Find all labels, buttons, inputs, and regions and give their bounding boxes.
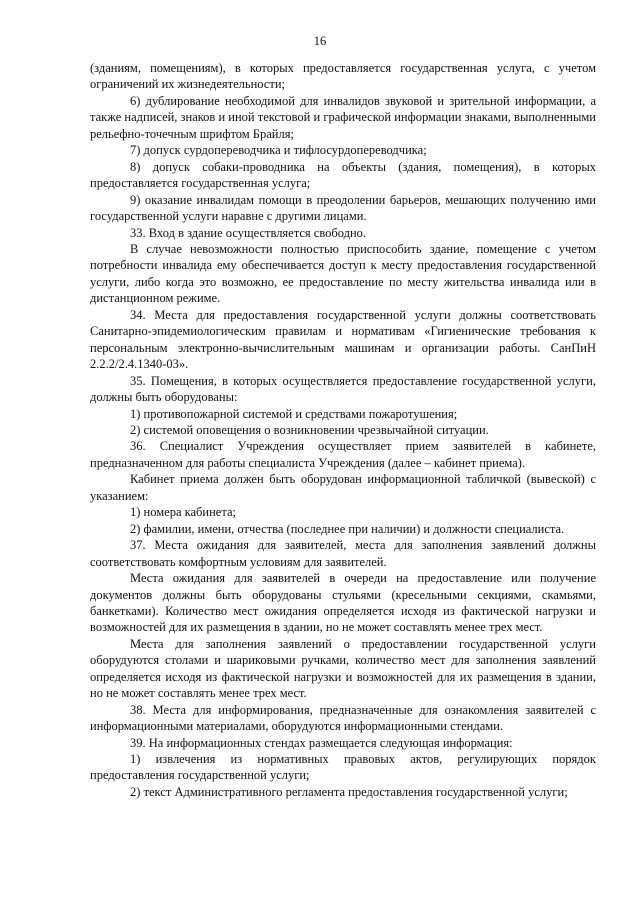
paragraph: 8) допуск собаки-проводника на объекты (здания, помещения), в которых предоставляется государственная услуга; bbox=[90, 159, 596, 191]
paragraph: 1) противопожарной системой и средствами пожаротушения; bbox=[130, 406, 458, 421]
page-number: 16 bbox=[313, 34, 327, 48]
document-body bbox=[90, 60, 596, 800]
paragraph: Места для заполнения заявлений о предоставлении государственной услуги оборудуются столами и шариковыми ручками, количество мест для заполнения заявлений определяется исходя из фактической нагрузки и возможностей для их размещения в здании, но не может составлять менее трех мест. bbox=[90, 636, 596, 701]
paragraph: 33. Вход в здание осуществляется свободно. bbox=[130, 225, 367, 240]
paragraph: 2) системой оповещения о возникновении чрезвычайной ситуации. bbox=[130, 422, 489, 437]
paragraph: 6) дублирование необходимой для инвалидов звуковой и зрительной информации, а также надписей, знаков и иной текстовой и графической информации знаками, выполненными рельефно-точечным шрифтом Брайля; bbox=[90, 93, 596, 141]
paragraph: 7) допуск сурдопереводчика и тифлосурдопереводчика; bbox=[130, 143, 427, 158]
paragraph: 38. Места для информирования, предназначенные для ознакомления заявителей с информационными материалами, оборудуются информационными стендами. bbox=[90, 702, 596, 734]
paragraph: Кабинет приема должен быть оборудован информационной табличкой (вывеской) с указанием: bbox=[90, 472, 596, 503]
paragraph: (зданиям, помещениям), в которых предоставляется государственная услуга, с учетом ограничений их жизнедеятельности; bbox=[90, 61, 596, 92]
paragraph: 37. Места ожидания для заявителей, места для заполнения заявлений должны соответствовать комфортным условиям для заявителей. bbox=[90, 538, 596, 569]
paragraph: 34. Места для предоставления государственной услуги должны соответствовать Санитарно-эпидемиологическим правилам и нормативам «Гигиенические требования к персональным электронно-вычислительным машинам и организации работы. СанПиН 2.2.2/2.4.1340-03». bbox=[90, 307, 596, 372]
paragraph: 39. На информационных стендах размещается следующая информация: bbox=[130, 735, 513, 750]
paragraph: 2) текст Административного регламента предоставления государственной услуги; bbox=[130, 784, 568, 799]
paragraph: 9) оказание инвалидам помощи в преодолении барьеров, мешающих получению ими государственной услуги наравне с другими лицами. bbox=[90, 192, 596, 224]
paragraph: 35. Помещения, в которых осуществляется предоставление государственной услуги, должны быть оборудованы: bbox=[90, 373, 596, 405]
paragraph: 2) фамилии, имени, отчества (последнее при наличии) и должности специалиста. bbox=[130, 521, 565, 536]
paragraph: 36. Специалист Учреждения осуществляет прием заявителей в кабинете, предназначенном для работы специалиста Учреждения (далее – кабинет приема). bbox=[90, 439, 596, 470]
paragraph: 1) извлечения из нормативных правовых актов, регулирующих порядок предоставления государственной услуги; bbox=[90, 752, 596, 783]
paragraph: В случае невозможности полностью приспособить здание, помещение с учетом потребности инвалида ему обеспечивается доступ к месту предоставления государственной услуги, либо когда это возможно, ее предоставление по месту жительства инвалида или в дистанционном режиме. bbox=[90, 241, 596, 306]
paragraph: 1) номера кабинета; bbox=[130, 505, 236, 520]
paragraph: Места ожидания для заявителей в очереди на предоставление или получение документов должны быть оборудованы стульями (кресельными секциями, скамьями, банкетками). Количество мест ожидания определяется исходя из фактической нагрузки и возможностей для их размещения в здании, но не может составлять менее трех мест. bbox=[90, 571, 596, 635]
